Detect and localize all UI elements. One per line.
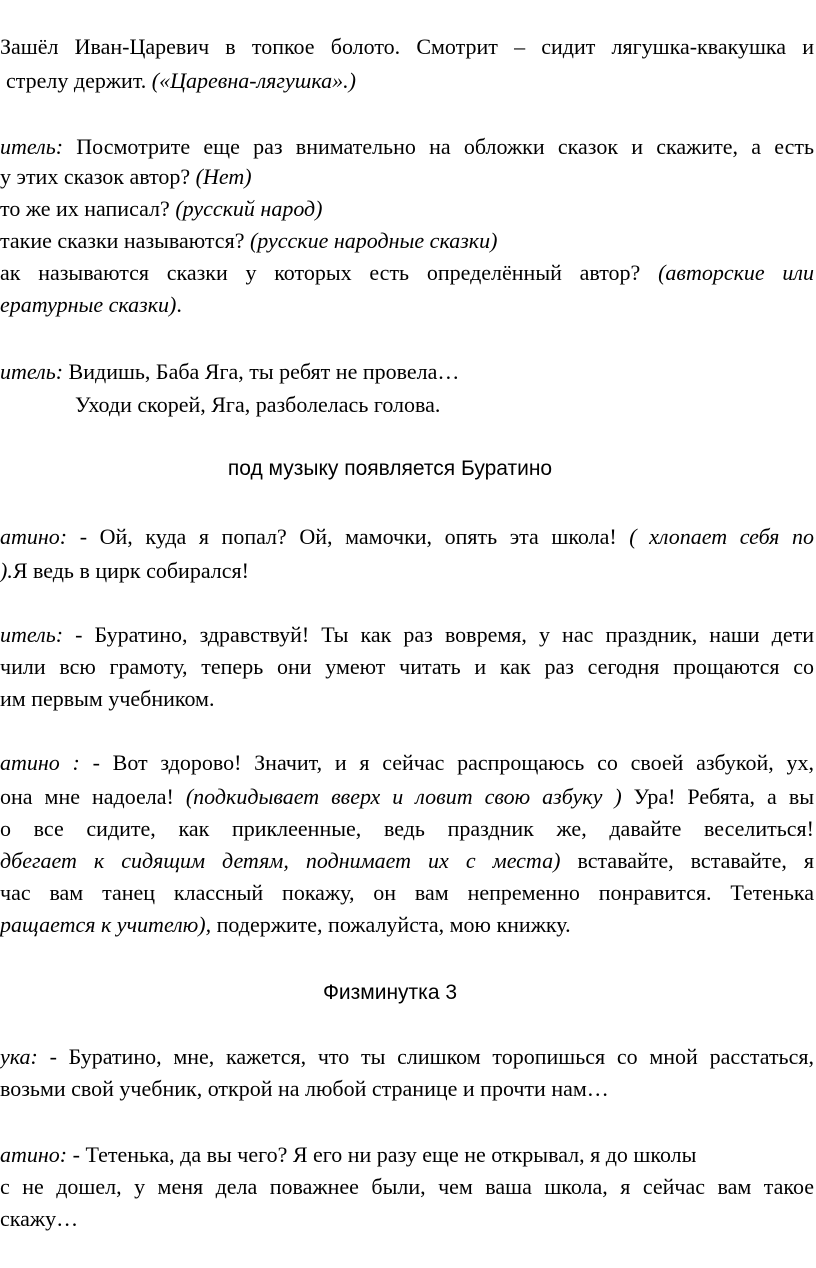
- text-l20b: вставайте, вставайте, я: [560, 848, 815, 873]
- answer-literary-tales: ературные сказки): [0, 292, 177, 317]
- text-l22b: подержите, пожалуйста, мою книжку.: [211, 912, 571, 937]
- teacher-line-1: [0, 132, 814, 162]
- text-l12b: - Ой, куда я попал? Ой, мамочки, опять эта школа!: [79, 524, 630, 549]
- buratino-line-4: [0, 782, 814, 812]
- answer-author-tales: (авторские или: [658, 260, 814, 285]
- section-fizminutka-3: [0, 978, 780, 1008]
- azbuka-line-1: [0, 1042, 814, 1072]
- narration-line-1: [0, 32, 814, 62]
- stage-note-runs-to-children: дбегает к сидящим детям, поднимает их с места): [0, 848, 561, 873]
- buratino-line-10: [0, 1172, 814, 1202]
- speaker-buratino: атино:: [0, 524, 80, 549]
- text-l7a: ак называются сказки у которых есть определённый автор?: [0, 260, 659, 285]
- stage-note-claps: ( хлопает себя по: [629, 524, 814, 549]
- text-l2a: стрелу держит.: [6, 68, 152, 93]
- text-l18c: Ура! Ребята, а вы: [621, 784, 814, 809]
- text-l4a: у этих сказок автор?: [0, 164, 196, 189]
- buratino-line-9: [0, 1140, 696, 1170]
- answer-russian-people: (русский народ): [175, 196, 323, 221]
- text-l6a: такие сказки называются?: [0, 228, 250, 253]
- buratino-line-7: [0, 878, 814, 908]
- buratino-line-8: [0, 910, 571, 940]
- text-l14b: - Буратино, здравствуй! Ты как раз вовремя, у нас праздник, наши дети: [75, 622, 814, 647]
- teacher-line-5: [0, 258, 814, 288]
- text-l18a: она мне надоела!: [0, 784, 186, 809]
- text-l25: возьми свой учебник, открой на любой странице и прочти нам…: [0, 1076, 609, 1101]
- buratino-line-2: [0, 556, 249, 586]
- answer-folk-tales: (русские народные сказки): [249, 228, 498, 253]
- text-l21: час вам танец классный покажу, он вам непременно понравится. Тетенька: [0, 880, 814, 905]
- teacher-line-10: [0, 652, 814, 682]
- buratino-line-5: [0, 814, 814, 844]
- speaker-teacher-3: итель:: [0, 622, 76, 647]
- text-l13b: Я ведь в цирк собирался!: [12, 558, 249, 583]
- stage-note-to-teacher: ращается к учителю),: [0, 912, 212, 937]
- text-l16: им первым учебником.: [0, 686, 215, 711]
- text-l3b: Посмотрите еще раз внимательно на обложки сказок и скажите, а есть: [76, 134, 814, 159]
- teacher-line-4: [0, 226, 497, 256]
- speaker-buratino-3: атино:: [0, 1142, 73, 1167]
- speaker-buratino-2: атино :: [0, 750, 93, 775]
- narration-line-2: [6, 66, 356, 96]
- stage-note-tosses-book: (подкидывает вверх и ловит свою азбуку ): [185, 784, 622, 809]
- teacher-line-6: [0, 290, 182, 320]
- answer-no-author: (Нет): [195, 164, 252, 189]
- text-l5a: то же их написал?: [0, 196, 176, 221]
- text-l15: чили всю грамоту, теперь они умеют читать и как раз сегодня прощаются со: [0, 654, 814, 679]
- text-l8b: .: [176, 292, 182, 317]
- teacher-line-7: [0, 357, 459, 387]
- azbuka-line-2: [0, 1074, 609, 1104]
- stage-direction-buratino: [0, 454, 780, 484]
- text-l9b: Видишь, Баба Яга, ты ребят не провела…: [68, 359, 460, 384]
- text-l1: Зашёл Иван-Царевич в топкое болото. Смотрит – сидит лягушка-квакушка и: [0, 34, 814, 59]
- teacher-line-8: [75, 390, 440, 420]
- speaker-teacher-2: итель:: [0, 359, 69, 384]
- speaker-azbuka: ука:: [0, 1044, 50, 1069]
- buratino-line-6: [0, 846, 814, 876]
- text-l11: под музыку появляется Буратино: [227, 457, 553, 480]
- buratino-line-3: [0, 748, 814, 778]
- teacher-line-2: [0, 162, 252, 192]
- teacher-line-3: [0, 194, 323, 224]
- text-l23: Физминутка 3: [322, 981, 458, 1004]
- text-l17b: - Вот здорово! Значит, и я сейчас распрощаюсь со своей азбукой, ух,: [92, 750, 814, 775]
- text-l10: Уходи скорей, Яга, разболелась голова.: [75, 392, 441, 417]
- text-l19: о все сидите, как приклеенные, ведь праздник же, давайте веселиться!: [0, 816, 814, 841]
- text-l26b: - Тетенька, да вы чего? Я его ни разу еще не открывал, я до школы: [72, 1142, 697, 1167]
- speaker-teacher: итель:: [0, 134, 77, 159]
- buratino-line-11: [0, 1204, 78, 1234]
- text-l27: с не дошел, у меня дела поважнее были, чем ваша школа, я сейчас вам такое: [0, 1174, 814, 1199]
- text-l24b: - Буратино, мне, кажется, что ты слишком торопишься со мной расстаться,: [49, 1044, 814, 1069]
- stage-note-end: ).: [0, 558, 13, 583]
- tale-title-note: («Царевна-лягушка».): [151, 68, 356, 93]
- buratino-line-1: [0, 522, 814, 552]
- teacher-line-9: [0, 620, 814, 650]
- text-l28: скажу…: [0, 1206, 79, 1231]
- teacher-line-11: [0, 684, 214, 714]
